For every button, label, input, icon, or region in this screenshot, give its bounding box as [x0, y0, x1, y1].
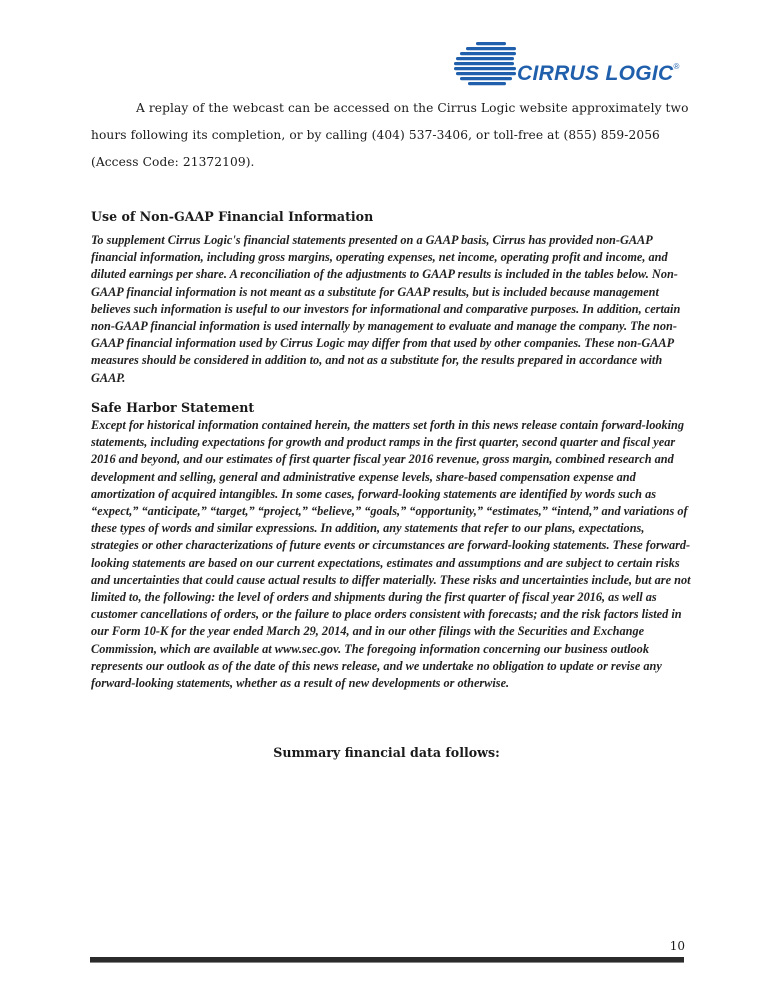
logo-text: CIRRUS LOGIC [517, 62, 674, 85]
webcast-replay-paragraph [91, 95, 691, 176]
logo-wordmark [517, 62, 680, 86]
webcast-replay-text: A replay of the webcast can be accessed on the Cirrus Logic website approximately two hours following its completion, or by calling (404) 537-3406, or toll-free at (855) 859-2056 (Access Code: 21372109). [91, 101, 689, 169]
footer-divider [90, 957, 684, 963]
safe-harbor-body: Except for historical information contained herein, the matters set forth in this news release contain forward-looking statements, including expectations for growth and product ramps in the first quarter, second quarter and fiscal year 2016 and beyond, and our estimates of first quarter fiscal year 2016 revenue, gross margin, combined research and development and selling, general and administrative expense levels, share-based compensation expense and amortization of acquired intangibles. In some cases, forward-looking statements are identified by words such as “expect,” “anticipate,” “target,” “project,” “believe,” “goals,” “opportunity,” “estimates,” “intend,” and variations of these types of words and similar expressions. In addition, any statements that refer to our plans, expectations, strategies or other characterizations of future events or circumstances are forward-looking statements. These forward-looking statements are based on our current expectations, estimates and assumptions and are subject to certain risks and uncertainties that could cause actual results to differ materially. These risks and uncertainties include, but are not limited to, the following: the level of orders and shipments during the first quarter of fiscal year 2016, as well as customer cancellations of orders, or the failure to place orders consistent with forecasts; and the risk factors listed in our Form 10-K for the year ended March 29, 2014, and in our other filings with the Securities and Exchange Commission, which are available at www.sec.gov. The foregoing information concerning our business outlook represents our outlook as of the date of this news release, and we undertake no obligation to update or revise any forward-looking statements, whether as a result of new developments or otherwise. [91, 418, 691, 691]
non-gaap-section [91, 208, 691, 387]
non-gaap-body: To supplement Cirrus Logic's financial statements presented on a GAAP basis, Cirrus has provided non-GAAP financial information, including gross margins, operating expenses, net income, operating profit and income, and diluted earnings per share. A reconciliation of the adjustments to GAAP results is included in the tables below. Non-GAAP financial information is not meant as a substitute for GAAP results, but is included because management believes such information is useful to our investors for informational and comparative purposes. In addition, certain non-GAAP financial information is used internally by management to evaluate and manage the company. The non-GAAP financial information used by Cirrus Logic may differ from that used by other companies. These non-GAAP measures should be considered in addition to, and not as a substitute for, the results prepared in accordance with GAAP. [91, 233, 681, 385]
summary-text: Summary financial data follows: [273, 745, 500, 760]
safe-harbor-section [91, 399, 691, 692]
page-number: 10 [669, 939, 685, 953]
safe-harbor-heading: Safe Harbor Statement [91, 400, 255, 415]
non-gaap-heading: Use of Non-GAAP Financial Information [91, 209, 374, 224]
cirrus-logic-logo [454, 42, 686, 92]
logo-trademark: ® [673, 62, 680, 71]
summary-heading [0, 745, 773, 760]
